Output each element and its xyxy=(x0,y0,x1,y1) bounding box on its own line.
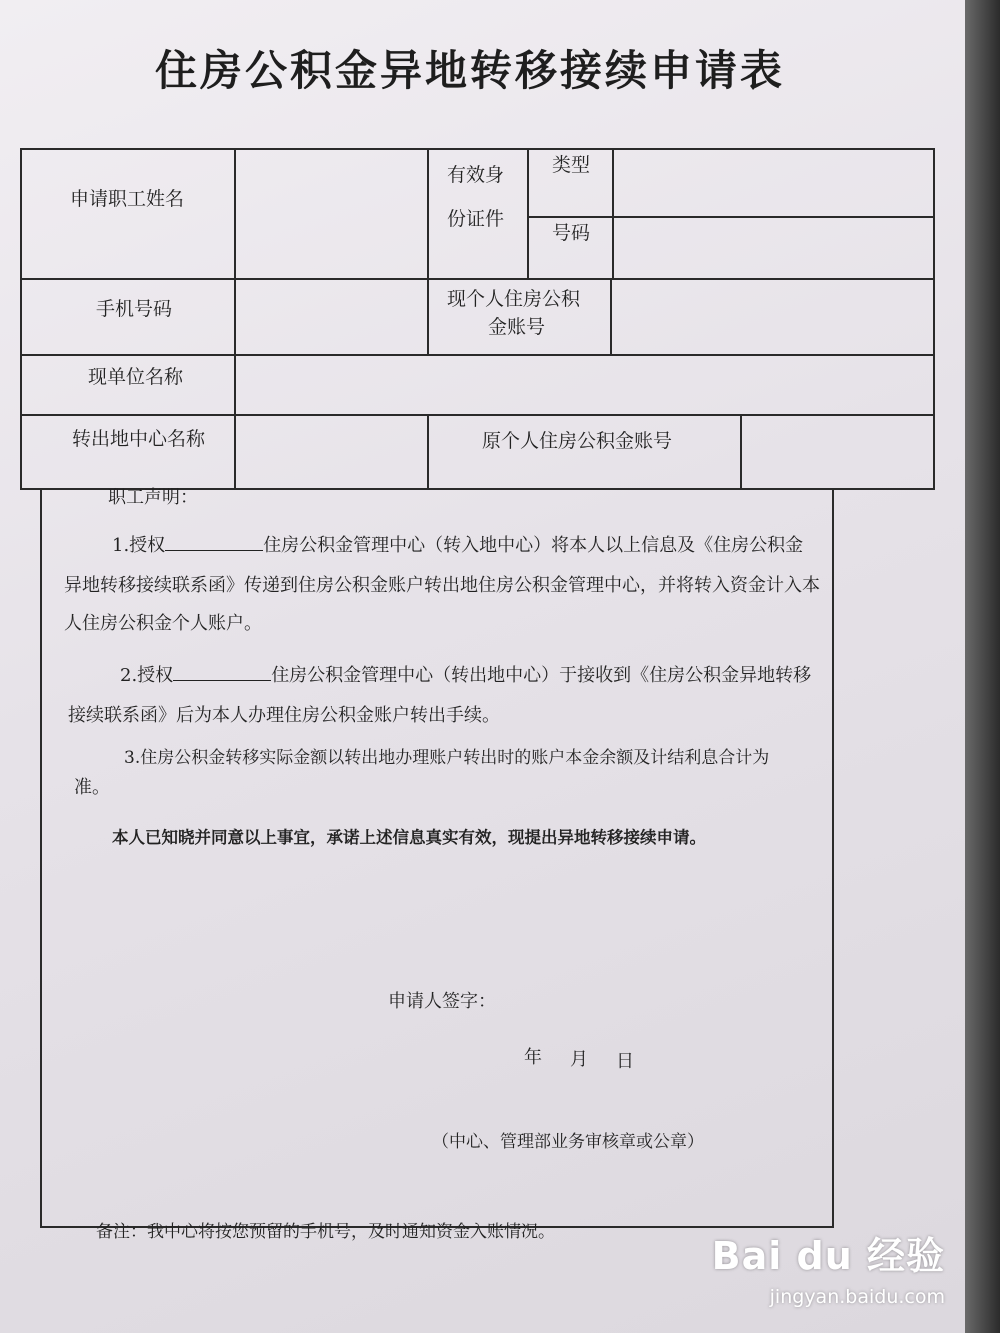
original-account-label: 原个人住房公积金账号 xyxy=(482,430,673,452)
current-employer-label: 现单位名称 xyxy=(88,366,184,388)
current-account-label-line2: 金账号 xyxy=(488,316,546,338)
item2-prefix: 2.授权 xyxy=(120,665,174,686)
watermark-logo: Bai du 经验 xyxy=(711,1234,945,1278)
blank-line-out-center xyxy=(173,666,271,681)
seal-note: （中心、管理部业务审核章或公章） xyxy=(432,1132,704,1152)
declaration-heading: 职工声明： xyxy=(108,487,198,508)
baidu-jingyan-watermark xyxy=(712,1225,945,1308)
background-edge xyxy=(965,0,1000,1333)
signature-label: 申请人签字： xyxy=(388,991,496,1012)
date-day: 日 xyxy=(616,1051,634,1072)
item1-text: 住房公积金管理中心（转入地中心）将本人以上信息及《住房公积金 xyxy=(263,535,804,556)
id-document-label-line2: 份证件 xyxy=(447,208,505,230)
date-month: 月 xyxy=(570,1049,588,1070)
remark-note: 备注：我中心将按您预留的手机号，及时通知资金入账情况。 xyxy=(96,1222,555,1242)
declaration-item1-first-line xyxy=(112,528,803,563)
item1-prefix: 1.授权 xyxy=(112,535,166,556)
id-number-label: 号码 xyxy=(552,222,591,244)
declaration-item1-line2: 异地转移接续联系函》传递到住房公积金账户转出地住房公积金管理中心，并将转入资金计入本 xyxy=(64,575,820,596)
current-account-label-line1: 现个人住房公积 xyxy=(447,288,581,310)
declaration-item2-line2: 接续联系函》后为本人办理住房公积金账户转出手续。 xyxy=(68,705,500,726)
declaration-item3-line1: 3.住房公积金转移实际金额以转出地办理账户转出时的账户本金余额及计结利息合计为 xyxy=(124,748,770,768)
transfer-out-center-label: 转出地中心名称 xyxy=(72,428,206,450)
id-document-label-line1: 有效身 xyxy=(447,164,505,186)
applicant-name-label: 申请职工姓名 xyxy=(70,188,185,210)
declaration-item2-first-line xyxy=(120,658,811,693)
form-title: 住房公积金异地转移接续申请表 xyxy=(154,46,785,95)
phone-label: 手机号码 xyxy=(96,298,173,320)
declaration-item3-line2: 准。 xyxy=(74,777,110,798)
declaration-item1-line3: 人住房公积金个人账户。 xyxy=(64,613,262,634)
id-type-label: 类型 xyxy=(552,154,591,176)
confirmation-statement: 本人已知晓并同意以上事宜，承诺上述信息真实有效，现提出异地转移接续申请。 xyxy=(112,828,706,847)
watermark-url: jingyan.baidu.com xyxy=(769,1286,945,1308)
item2-text: 住房公积金管理中心（转出地中心）于接收到《住房公积金异地转移 xyxy=(271,665,812,686)
date-year: 年 xyxy=(524,1047,542,1068)
applicant-info-table xyxy=(20,148,935,490)
blank-line-in-center xyxy=(165,536,263,551)
